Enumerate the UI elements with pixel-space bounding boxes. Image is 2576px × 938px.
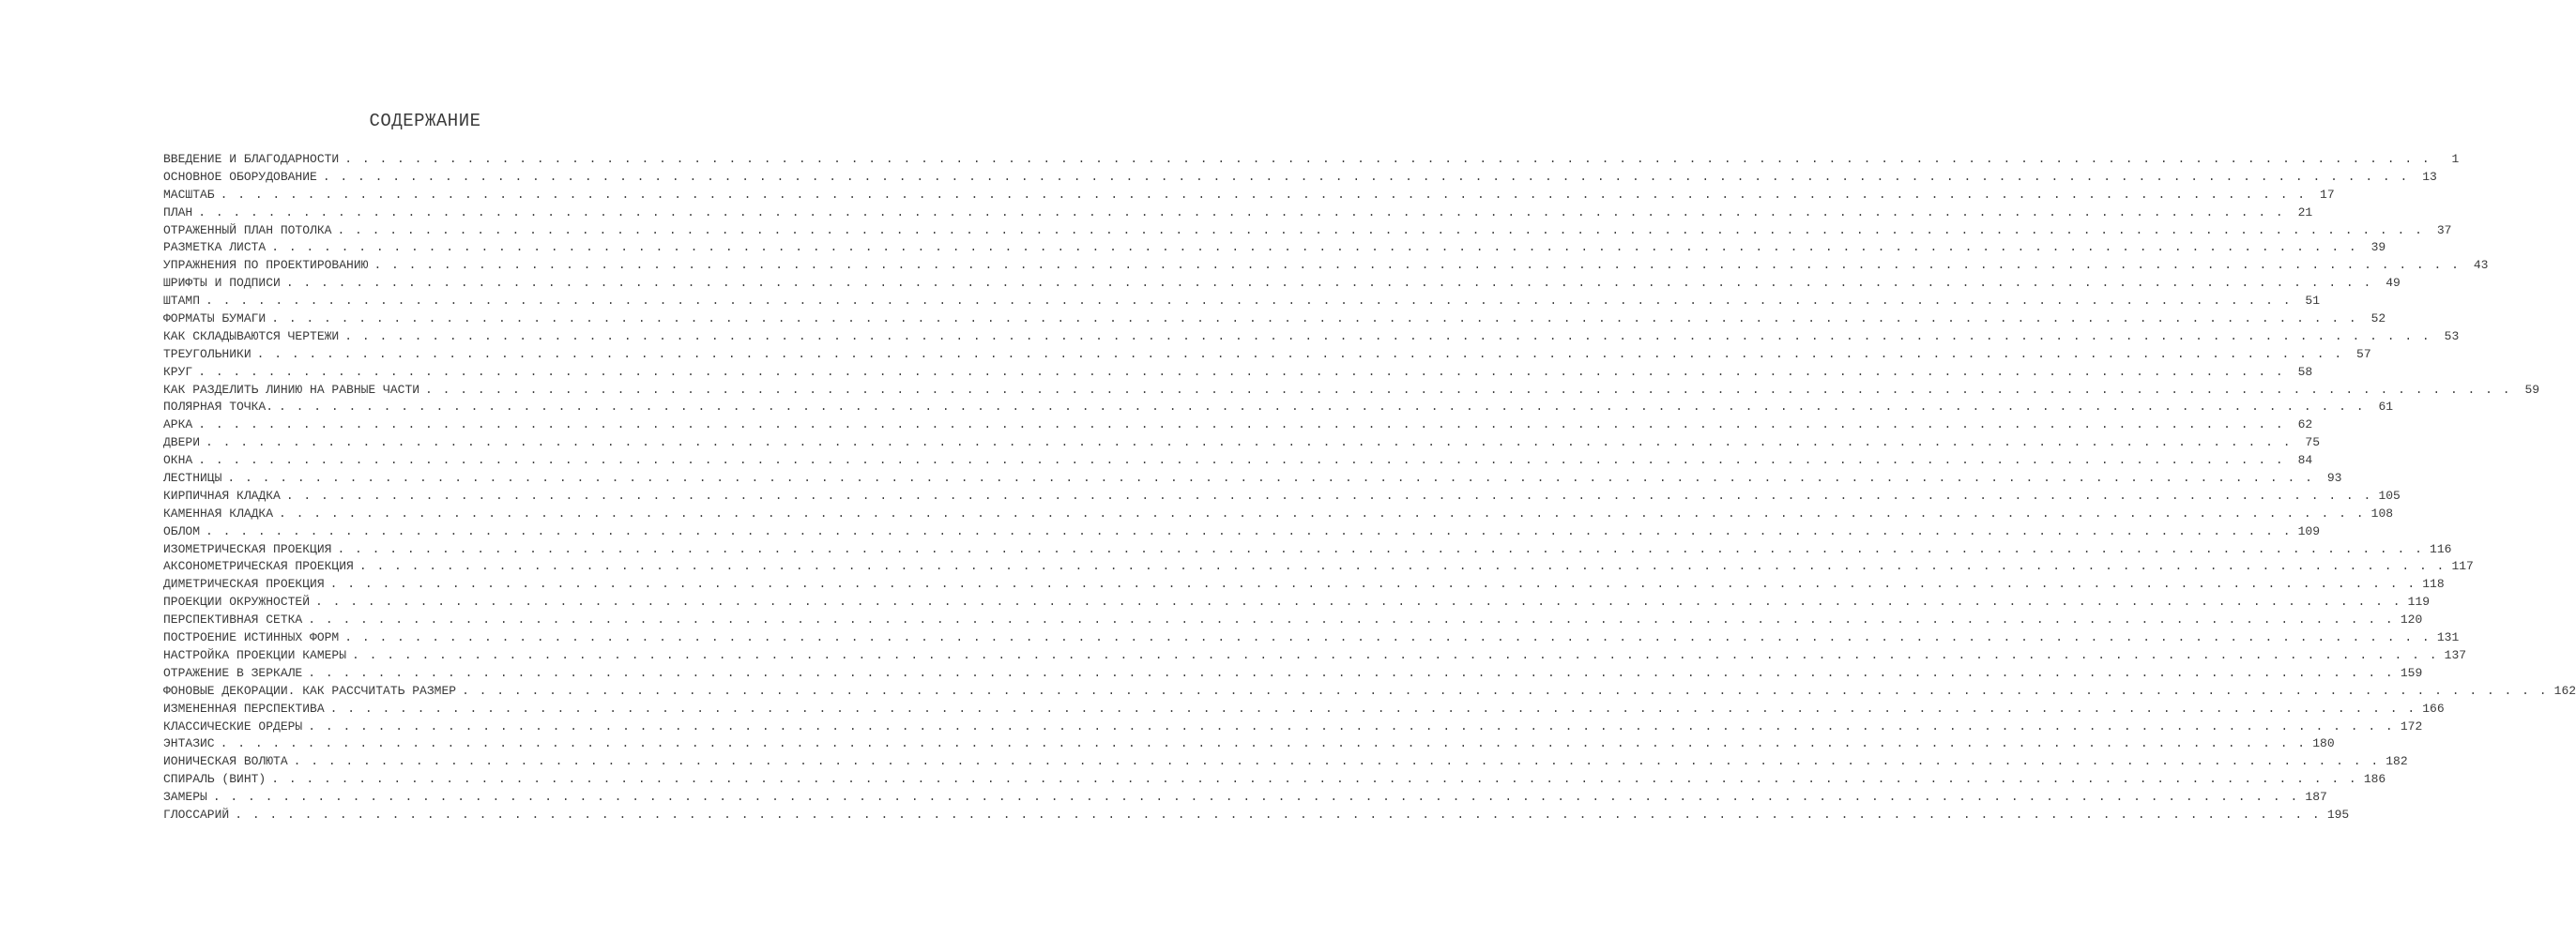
toc-entry-label: ТРЕУГОЛЬНИКИ (163, 346, 252, 361)
toc-entry (163, 719, 2423, 736)
toc-entry (163, 594, 2431, 612)
toc-entry-page-number: 17 (2320, 187, 2335, 202)
toc-entry-label: ИЗМЕНЕННАЯ ПЕРСПЕКТИВА (163, 701, 325, 716)
toc-entry (163, 558, 2474, 576)
toc-entry-page-number: 119 (2407, 595, 2431, 610)
toc-dot-leader: . . . . . . . . . . . . . . . . . . . . . . . . . . . . . . . . . . . . . . . . . . . . . . . . . . . . . . . . . . . . . . . . . . . . . . . . . . . . . . . . . . . . . . . . . . . . . . . . . . . . . . . . . . . . . . . . . . . . . . . . (322, 169, 2409, 184)
toc-entry-label: АКСОНОМЕТРИЧЕСКАЯ ПРОЕКЦИЯ (163, 559, 354, 574)
toc-entry-page-number: 108 (2370, 506, 2394, 521)
toc-dot-leader: . . . . . . . . . . . . . . . . . . . . . . . . . . . . . . . . . . . . . . . . . . . . . . . . . . . . . . . . . . . . . . . . . . . . . . . . . . . . . . . . . . . . . . . . . . . . . . . . . . . . . . . . . . . . . . . . . . . . . . . . (329, 577, 2416, 592)
toc-entry-page-number: 1 (2451, 152, 2460, 166)
toc-dot-leader: . . . . . . . . . . . . . . . . . . . . . . . . . . . . . . . . . . . . . . . . . . . . . . . . . . . . . . . . . . . . . . . . . . . . . . . . . . . . . . . . . . . . . . . . . . . . . . . . . . . . . . . . . . . . . . . . . . . . . . . . (271, 240, 2358, 255)
toc-entry-page-number: 105 (2378, 488, 2401, 503)
toc-entry-page-number: 131 (2436, 630, 2460, 645)
toc-entry-page-number: 37 (2436, 222, 2452, 237)
toc-entry (163, 683, 2576, 701)
toc-entry (163, 169, 2437, 187)
toc-entry (163, 506, 2394, 523)
toc-entry (163, 151, 2460, 169)
toc-entry-page-number: 118 (2422, 577, 2445, 592)
toc-dot-leader: . . . . . . . . . . . . . . . . . . . . . . . . . . . . . . . . . . . . . . . . . . . . . . . . . . . . . . . . . . . . . . . . . . . . . . . . . . . . . . . . . . . . . . . . . . . . . . . . . . . . . . . . . . . . . . . . . . . . . . . . (235, 807, 2322, 822)
toc-entry-label: РАЗМЕТКА ЛИСТА (163, 240, 267, 255)
toc-entry (163, 665, 2423, 683)
toc-dot-leader: . . . . . . . . . . . . . . . . . . . . . . . . . . . . . . . . . . . . . . . . . . . . . . . . . . . . . . . . . . . . . . . . . . . . . . . . . . . . . . . . . . . . . . . . . . . . . . . . . . . . . . . . . . . . . . . . . . . . . . . . (344, 152, 2431, 166)
toc-entry (163, 771, 2386, 789)
toc-entry-page-number: 182 (2385, 754, 2408, 769)
toc-entry (163, 541, 2452, 559)
toc-entry-label: СПИРАЛЬ (ВИНТ) (163, 772, 267, 787)
toc-dot-leader: . . . . . . . . . . . . . . . . . . . . . . . . . . . . . . . . . . . . . . . . . . . . . . . . . . . . . . . . . . . . . . . . . . . . . . . . . . . . . . . . . . . . . . . . . . . . . . . . . . . . . . . . . . . . . . . . . . . . . . . . (373, 258, 2461, 273)
toc-entry (163, 239, 2386, 257)
toc-entry-page-number: 116 (2430, 541, 2452, 556)
toc-dot-leader: . . . . . . . . . . . . . . . . . . . . . . . . . . . . . . . . . . . . . . . . . . . . . . . . . . . . . . . . . . . . . . . . . . . . . . . . . . . . . . . . . . . . . . . . . . . . . . . . . . . . . . . . . . . . . . . . . . . . . . . . (198, 453, 2285, 468)
toc-entry-page-number: 117 (2451, 559, 2474, 574)
toc-entry-page-number: 39 (2370, 240, 2386, 255)
toc-entry-label: ИЗОМЕТРИЧЕСКАЯ ПРОЕКЦИЯ (163, 541, 332, 556)
toc-entry-page-number: 52 (2370, 311, 2386, 326)
toc-entry-label: ОКНА (163, 453, 193, 468)
toc-entry (163, 310, 2386, 328)
toc-entry-page-number: 162 (2553, 683, 2576, 698)
toc-dot-leader: . . . . . . . . . . . . . . . . . . . . . . . . . . . . . . . . . . . . . . . . . . . . . . . . . . . . . . . . . . . . . . . . . . . . . . . . . . . . . . . . . . . . . . . . . . . . . . . . . . . . . . . . . . . . . . . . . . . . . . . . (227, 471, 2314, 486)
toc-entry-page-number: 137 (2444, 647, 2467, 662)
toc-dot-leader: . . . . . . . . . . . . . . . . . . . . . . . . . . . . . . . . . . . . . . . . . . . . . . . . . . . . . . . . . . . . . . . . . . . . . . . . . . . . . . . . . . . . . . . . . . . . . . . . . . . . . . . . . . . . . . . . . . . . . . . . (337, 222, 2424, 237)
toc-dot-leader: . . . . . . . . . . . . . . . . . . . . . . . . . . . . . . . . . . . . . . . . . . . . . . . . . . . . . . . . . . . . . . . . . . . . . . . . . . . . . . . . . . . . . . . . . . . . . . . . . . . . . . . . . . . . . . . . . . . . . . . . (206, 294, 2293, 309)
toc-entry-page-number: 49 (2385, 276, 2401, 291)
toc-entry-label: ШТАМП (163, 294, 201, 309)
toc-dot-leader: . . . . . . . . . . . . . . . . . . . . . . . . . . . . . . . . . . . . . . . . . . . . . . . . . . . . . . . . . . . . . . . . . . . . . . . . . . . . . . . . . . . . . . . . . . . . . . . . . . . . . . . . . . . . . . . . . . . . . . . . (271, 311, 2358, 326)
toc-dot-leader: . . . . . . . . . . . . . . . . . . . . . . . . . . . . . . . . . . . . . . . . . . . . . . . . . . . . . . . . . . . . . . . . . . . . . . . . . . . . . . . . . . . . . . . . . . . . . . . . . . . . . . . . . . . . . . . . . . . . . . . . (315, 595, 2402, 610)
toc-entry-label: КАК СКЛАДЫВАЮТСЯ ЧЕРТЕЖИ (163, 328, 340, 343)
toc-dot-leader: . . . . . . . . . . . . . . . . . . . . . . . . . . . . . . . . . . . . . . . . . . . . . . . . . . . . . . . . . . . . . . . . . . . . . . . . . . . . . . . . . . . . . . . . . . . . . . . . . . . . . . . . . . . . . . . . . . . . . . . . (271, 772, 2358, 787)
toc-entry (163, 187, 2335, 204)
toc-dot-leader: . . . . . . . . . . . . . . . . . . . . . . . . . . . . . . . . . . . . . . . . . . . . . . . . . . . . . . . . . . . . . . . . . . . . . . . . . . . . . . . . . . . . . . . . . . . . . . . . . . . . . . . . . . . . . . . . . . . . . . . . (198, 204, 2285, 219)
toc-entry (163, 399, 2394, 416)
toc-entry (163, 612, 2423, 629)
toc-entry-label: КАМЕННАЯ КЛАДКА (163, 506, 274, 521)
toc-entry (163, 789, 2327, 807)
toc-entry (163, 470, 2342, 488)
toc-dot-leader: . . . . . . . . . . . . . . . . . . . . . . . . . . . . . . . . . . . . . . . . . . . . . . . . . . . . . . . . . . . . . . . . . . . . . . . . . . . . . . . . . . . . . . . . . . . . . . . . . . . . . . . . . . . . . . . . . . . . . . . . (198, 417, 2285, 432)
toc-entry-page-number: 159 (2400, 665, 2423, 680)
toc-entry-label: МАСШТАБ (163, 187, 215, 202)
toc-entry-label: ГЛОССАРИЙ (163, 807, 230, 822)
toc-entry (163, 346, 2371, 364)
toc-dot-leader: . . . . . . . . . . . . . . . . . . . . . . . . . . . . . . . . . . . . . . . . . . . . . . . . . . . . . . . . . . . . . . . . . . . . . . . . . . . . . . . . . . . . . . . . . . . . . . . . . . . . . . . . . . . . . . . . . . . . . . . . (308, 665, 2395, 680)
toc-dot-leader: . . . . . . . . . . . . . . . . . . . . . . . . . . . . . . . . . . . . . . . . . . . . . . . . . . . . . . . . . . . . . . . . . . . . . . . . . . . . . . . . . . . . . . . . . . . . . . . . . . . . . . . . . . . . . . . . . . . . . . . . (293, 754, 2380, 769)
toc-entry-page-number: 186 (2363, 772, 2386, 787)
toc-dot-leader: . . . . . . . . . . . . . . . . . . . . . . . . . . . . . . . . . . . . . . . . . . . . . . . . . . . . . . . . . . . . . . . . . . . . . . . . . . . . . . . . . . . . . . . . . . . . . . . . . . . . . . . . . . . . . . . . . . . . . . . . (358, 559, 2446, 574)
toc-entry-page-number: 84 (2297, 453, 2313, 468)
toc-entry-label: ДВЕРИ (163, 435, 201, 450)
toc-entry-label: ЗАМЕРЫ (163, 790, 207, 805)
toc-dot-leader: . . . . . . . . . . . . . . . . . . . . . . . . . . . . . . . . . . . . . . . . . . . . . . . . . . . . . . . . . . . . . . . . . . . . . . . . . . . . . . . . . . . . . . . . . . . . . . . . . . . . . . . . . . . . . . . . . . . . . . . . (279, 400, 2366, 415)
toc-entry-page-number: 57 (2356, 346, 2371, 361)
toc-entry-page-number: 21 (2297, 204, 2313, 219)
toc-entry-label: ЭНТАЗИС (163, 736, 215, 751)
toc-entry-page-number: 172 (2400, 719, 2423, 734)
toc-entry (163, 434, 2321, 452)
toc-entry-page-number: 58 (2297, 364, 2313, 379)
toc-entry-label: ПОСТРОЕНИЕ ИСТИННЫХ ФОРМ (163, 630, 340, 645)
toc-entry-page-number: 120 (2400, 613, 2423, 628)
toc-dot-leader: . . . . . . . . . . . . . . . . . . . . . . . . . . . . . . . . . . . . . . . . . . . . . . . . . . . . . . . . . . . . . . . . . . . . . . . . . . . . . . . . . . . . . . . . . . . . . . . . . . . . . . . . . . . . . . . . . . . . . . . . (212, 790, 2299, 805)
toc-entry (163, 416, 2313, 434)
toc-entry (163, 275, 2401, 293)
toc-entry (163, 647, 2467, 665)
toc-entry-label: КРУГ (163, 364, 193, 379)
toc-dot-leader: . . . . . . . . . . . . . . . . . . . . . . . . . . . . . . . . . . . . . . . . . . . . . . . . . . . . . . . . . . . . . . . . . . . . . . . . . . . . . . . . . . . . . . . . . . . . . . . . . . . . . . . . . . . . . . . . . . . . . . . . (462, 683, 2549, 698)
toc-dot-leader: . . . . . . . . . . . . . . . . . . . . . . . . . . . . . . . . . . . . . . . . . . . . . . . . . . . . . . . . . . . . . . . . . . . . . . . . . . . . . . . . . . . . . . . . . . . . . . . . . . . . . . . . . . . . . . . . . . . . . . . . (425, 382, 2512, 397)
toc-dot-leader: . . . . . . . . . . . . . . . . . . . . . . . . . . . . . . . . . . . . . . . . . . . . . . . . . . . . . . . . . . . . . . . . . . . . . . . . . . . . . . . . . . . . . . . . . . . . . . . . . . . . . . . . . . . . . . . . . . . . . . . . (329, 701, 2416, 716)
toc-dot-leader: . . . . . . . . . . . . . . . . . . . . . . . . . . . . . . . . . . . . . . . . . . . . . . . . . . . . . . . . . . . . . . . . . . . . . . . . . . . . . . . . . . . . . . . . . . . . . . . . . . . . . . . . . . . . . . . . . . . . . . . . (344, 630, 2431, 645)
toc-entry-label: ОБЛОМ (163, 523, 201, 538)
toc-entry-page-number: 61 (2378, 400, 2394, 415)
toc-entry-label: ПОЛЯРНАЯ ТОЧКА. (163, 400, 274, 415)
toc-entry-label: ФОНОВЫЕ ДЕКОРАЦИИ. КАК РАССЧИТАТЬ РАЗМЕР (163, 683, 457, 698)
toc-dot-leader: . . . . . . . . . . . . . . . . . . . . . . . . . . . . . . . . . . . . . . . . . . . . . . . . . . . . . . . . . . . . . . . . . . . . . . . . . . . . . . . . . . . . . . . . . . . . . . . . . . . . . . . . . . . . . . . . . . . . . . . . (256, 346, 2343, 361)
toc-entry (163, 488, 2401, 506)
toc-entry (163, 364, 2313, 382)
toc-entry-page-number: 195 (2326, 807, 2350, 822)
toc-entry-page-number: 13 (2422, 169, 2437, 184)
toc-dot-leader: . . . . . . . . . . . . . . . . . . . . . . . . . . . . . . . . . . . . . . . . . . . . . . . . . . . . . . . . . . . . . . . . . . . . . . . . . . . . . . . . . . . . . . . . . . . . . . . . . . . . . . . . . . . . . . . . . . . . . . . . (220, 736, 2307, 751)
toc-dot-leader: . . . . . . . . . . . . . . . . . . . . . . . . . . . . . . . . . . . . . . . . . . . . . . . . . . . . . . . . . . . . . . . . . . . . . . . . . . . . . . . . . . . . . . . . . . . . . . . . . . . . . . . . . . . . . . . . . . . . . . . . (206, 523, 2293, 538)
toc-entry (163, 701, 2445, 719)
toc-entry (163, 204, 2313, 222)
toc-dot-leader: . . . . . . . . . . . . . . . . . . . . . . . . . . . . . . . . . . . . . . . . . . . . . . . . . . . . . . . . . . . . . . . . . . . . . . . . . . . . . . . . . . . . . . . . . . . . . . . . . . . . . . . . . . . . . . . . . . . . . . . . (308, 719, 2395, 734)
toc-dot-leader: . . . . . . . . . . . . . . . . . . . . . . . . . . . . . . . . . . . . . . . . . . . . . . . . . . . . . . . . . . . . . . . . . . . . . . . . . . . . . . . . . . . . . . . . . . . . . . . . . . . . . . . . . . . . . . . . . . . . . . . . (198, 364, 2285, 379)
toc-entry-page-number: 43 (2473, 258, 2489, 273)
toc-entry-label: ПРОЕКЦИИ ОКРУЖНОСТЕЙ (163, 595, 311, 610)
toc-entry-label: УПРАЖНЕНИЯ ПО ПРОЕКТИРОВАНИЮ (163, 258, 369, 273)
toc-entry-label: НАСТРОЙКА ПРОЕКЦИИ КАМЕРЫ (163, 647, 347, 662)
toc-entry-label: КАК РАЗДЕЛИТЬ ЛИНИЮ НА РАВНЫЕ ЧАСТИ (163, 382, 420, 397)
toc-entry-page-number: 59 (2524, 382, 2540, 397)
toc-entry-page-number: 75 (2305, 435, 2321, 450)
toc-entry-page-number: 109 (2297, 523, 2321, 538)
toc-entry-label: ПЕРСПЕКТИВНАЯ СЕТКА (163, 613, 303, 628)
toc-entry-page-number: 166 (2422, 701, 2445, 716)
toc-entry-label: КЛАССИЧЕСКИЕ ОРДЕРЫ (163, 719, 303, 734)
toc-entry (163, 735, 2335, 753)
toc-dot-leader: . . . . . . . . . . . . . . . . . . . . . . . . . . . . . . . . . . . . . . . . . . . . . . . . . . . . . . . . . . . . . . . . . . . . . . . . . . . . . . . . . . . . . . . . . . . . . . . . . . . . . . . . . . . . . . . . . . . . . . . . (308, 613, 2395, 628)
toc-entry-page-number: 62 (2297, 417, 2313, 432)
toc-entry (163, 382, 2540, 400)
toc-dot-leader: . . . . . . . . . . . . . . . . . . . . . . . . . . . . . . . . . . . . . . . . . . . . . . . . . . . . . . . . . . . . . . . . . . . . . . . . . . . . . . . . . . . . . . . . . . . . . . . . . . . . . . . . . . . . . . . . . . . . . . . . (344, 328, 2431, 343)
toc-entry-label: ШРИФТЫ И ПОДПИСИ (163, 276, 281, 291)
toc-entry-page-number: 187 (2305, 790, 2327, 805)
toc-entry-page-number: 180 (2312, 736, 2335, 751)
toc-entry (163, 222, 2452, 240)
toc-entry (163, 807, 2350, 825)
toc-entry-page-number: 53 (2444, 328, 2460, 343)
page-title: СОДЕРЖАНИЕ (369, 111, 481, 131)
toc-entry (163, 452, 2313, 470)
toc-entry-label: ВВЕДЕНИЕ И БЛАГОДАРНОСТИ (163, 152, 340, 166)
table-of-contents (163, 151, 2576, 825)
toc-entry (163, 328, 2460, 346)
toc-entry-page-number: 51 (2305, 294, 2321, 309)
toc-dot-leader: . . . . . . . . . . . . . . . . . . . . . . . . . . . . . . . . . . . . . . . . . . . . . . . . . . . . . . . . . . . . . . . . . . . . . . . . . . . . . . . . . . . . . . . . . . . . . . . . . . . . . . . . . . . . . . . . . . . . . . . . (206, 435, 2293, 450)
toc-entry (163, 629, 2460, 647)
toc-entry-label: КИРПИЧНАЯ КЛАДКА (163, 488, 281, 503)
toc-entry-label: ИОНИЧЕСКАЯ ВОЛЮТА (163, 754, 288, 769)
toc-entry-label: ФОРМАТЫ БУМАГИ (163, 311, 267, 326)
toc-entry-label: ОТРАЖЕННЫЙ ПЛАН ПОТОЛКА (163, 222, 332, 237)
toc-entry-label: АРКА (163, 417, 193, 432)
toc-dot-leader: . . . . . . . . . . . . . . . . . . . . . . . . . . . . . . . . . . . . . . . . . . . . . . . . . . . . . . . . . . . . . . . . . . . . . . . . . . . . . . . . . . . . . . . . . . . . . . . . . . . . . . . . . . . . . . . . . . . . . . . . (337, 541, 2424, 556)
toc-entry (163, 257, 2489, 275)
toc-entry-label: ЛЕСТНИЦЫ (163, 471, 222, 486)
toc-entry (163, 523, 2321, 541)
toc-entry (163, 576, 2445, 594)
toc-dot-leader: . . . . . . . . . . . . . . . . . . . . . . . . . . . . . . . . . . . . . . . . . . . . . . . . . . . . . . . . . . . . . . . . . . . . . . . . . . . . . . . . . . . . . . . . . . . . . . . . . . . . . . . . . . . . . . . . . . . . . . . . (285, 276, 2372, 291)
toc-entry-label: ПЛАН (163, 204, 193, 219)
toc-dot-leader: . . . . . . . . . . . . . . . . . . . . . . . . . . . . . . . . . . . . . . . . . . . . . . . . . . . . . . . . . . . . . . . . . . . . . . . . . . . . . . . . . . . . . . . . . . . . . . . . . . . . . . . . . . . . . . . . . . . . . . . . (220, 187, 2307, 202)
toc-dot-leader: . . . . . . . . . . . . . . . . . . . . . . . . . . . . . . . . . . . . . . . . . . . . . . . . . . . . . . . . . . . . . . . . . . . . . . . . . . . . . . . . . . . . . . . . . . . . . . . . . . . . . . . . . . . . . . . . . . . . . . . . (279, 506, 2366, 521)
toc-entry-label: ОСНОВНОЕ ОБОРУДОВАНИЕ (163, 169, 317, 184)
toc-dot-leader: . . . . . . . . . . . . . . . . . . . . . . . . . . . . . . . . . . . . . . . . . . . . . . . . . . . . . . . . . . . . . . . . . . . . . . . . . . . . . . . . . . . . . . . . . . . . . . . . . . . . . . . . . . . . . . . . . . . . . . . . (285, 488, 2372, 503)
toc-entry-label: ДИМЕТРИЧЕСКАЯ ПРОЕКЦИЯ (163, 577, 325, 592)
toc-dot-leader: . . . . . . . . . . . . . . . . . . . . . . . . . . . . . . . . . . . . . . . . . . . . . . . . . . . . . . . . . . . . . . . . . . . . . . . . . . . . . . . . . . . . . . . . . . . . . . . . . . . . . . . . . . . . . . . . . . . . . . . . (352, 647, 2439, 662)
toc-entry-label: ОТРАЖЕНИЕ В ЗЕРКАЛЕ (163, 665, 303, 680)
toc-entry (163, 753, 2408, 771)
toc-entry-page-number: 93 (2326, 471, 2342, 486)
toc-entry (163, 293, 2321, 310)
